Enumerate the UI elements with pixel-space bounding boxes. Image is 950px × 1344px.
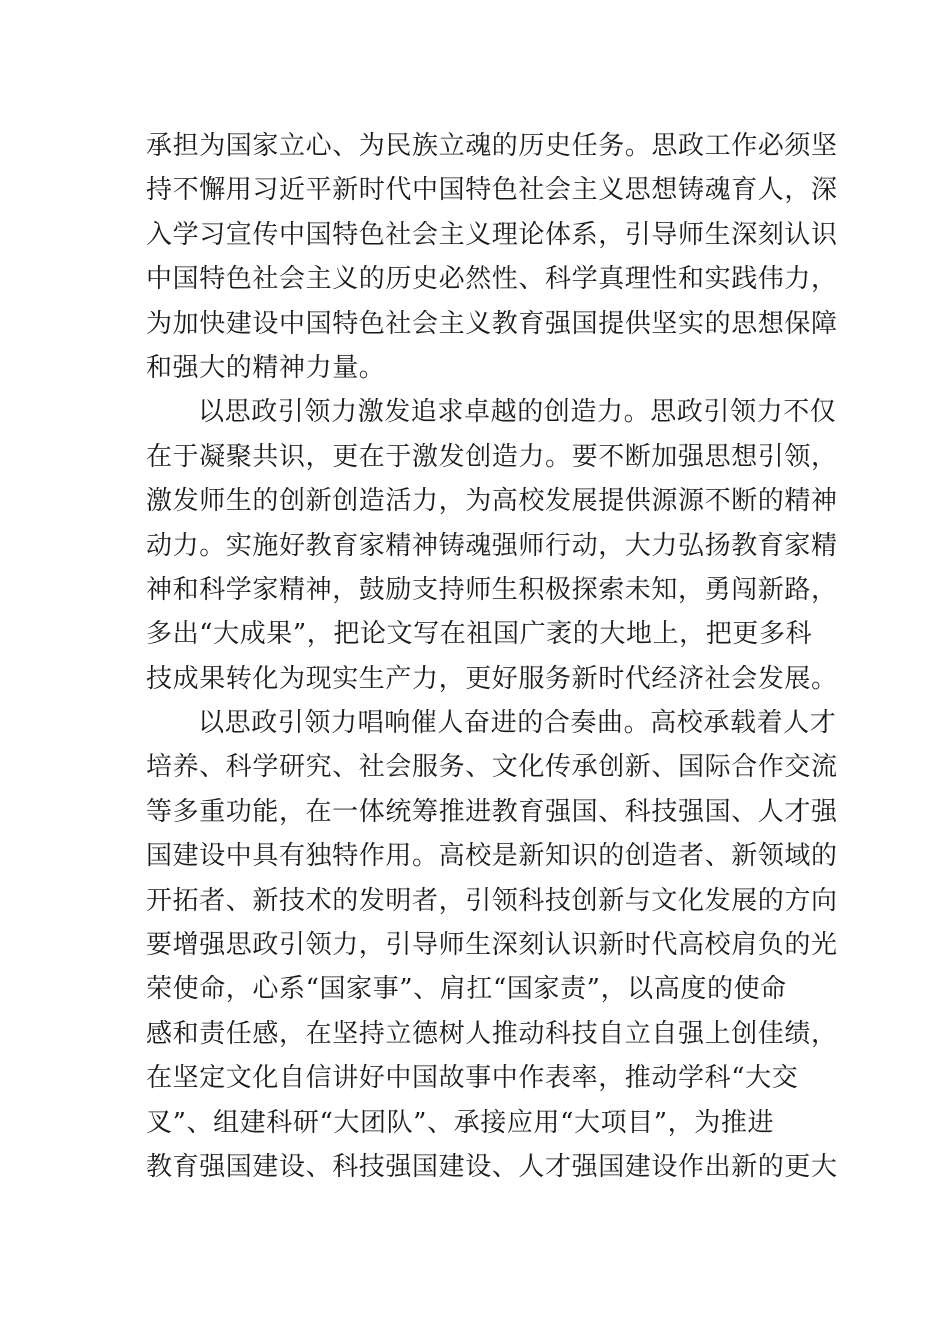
text-line: 感和责任感，在坚持立德树人推动科技自立自强上创佳绩，	[146, 1018, 838, 1049]
paragraph-2	[146, 390, 838, 701]
text-line: 等多重功能，在一体统筹推进教育强国、科技强国、人才强	[146, 796, 838, 827]
text-line: 以思政引领力激发追求卓越的创造力。思政引领力不仅	[198, 397, 837, 428]
text-line: 为加快建设中国特色社会主义教育强国提供坚实的思想保障	[146, 308, 838, 339]
text-line: 开拓者、新技术的发明者，引领科技创新与文化发展的方向	[146, 885, 838, 916]
text-line: 教育强国建设、科技强国建设、人才强国建设作出新的更大	[146, 1151, 838, 1182]
text-line: 激发师生的创新创造活力，为高校发展提供源源不断的精神	[146, 486, 838, 517]
text-line: 动力。实施好教育家精神铸魂强师行动，大力弘扬教育家精	[146, 530, 838, 561]
text-line: 培养、科学研究、社会服务、文化传承创新、国际合作交流	[146, 752, 838, 783]
text-line: 在坚定文化自信讲好中国故事中作表率，推动学科“大交	[146, 1063, 799, 1094]
paragraph-3	[146, 701, 838, 1189]
text-line: 入学习宣传中国特色社会主义理论体系，引导师生深刻认识	[146, 219, 838, 250]
text-line: 要增强思政引领力，引导师生深刻认识新时代高校肩负的光	[146, 930, 838, 961]
text-line: 神和科学家精神，鼓励支持师生积极探索未知，勇闯新路，	[146, 574, 838, 605]
paragraph-1	[146, 124, 838, 390]
text-line: 和强大的精神力量。	[146, 352, 386, 383]
text-line: 中国特色社会主义的历史必然性、科学真理性和实践伟力，	[146, 264, 838, 295]
body-text	[146, 124, 838, 1189]
text-line: 承担为国家立心、为民族立魂的历史任务。思政工作必须坚	[146, 131, 838, 161]
text-line: 在于凝聚共识，更在于激发创造力。要不断加强思想引领，	[146, 441, 838, 472]
text-line: 多出“大成果”，把论文写在祖国广袤的大地上，把更多科	[146, 619, 813, 650]
text-line: 荣使命，心系“国家事”、肩扛“国家责”，以高度的使命	[146, 974, 787, 1005]
text-line: 国建设中具有独特作用。高校是新知识的创造者、新领域的	[146, 841, 838, 872]
text-line: 以思政引领力唱响催人奋进的合奏曲。高校承载着人才	[198, 708, 837, 739]
text-line: 技成果转化为现实生产力，更好服务新时代经济社会发展。	[146, 663, 838, 694]
text-line: 叉”、组建科研“大团队”、承接应用“大项目”，为推进	[146, 1107, 775, 1138]
text-line: 持不懈用习近平新时代中国特色社会主义思想铸魂育人，深	[146, 175, 838, 206]
